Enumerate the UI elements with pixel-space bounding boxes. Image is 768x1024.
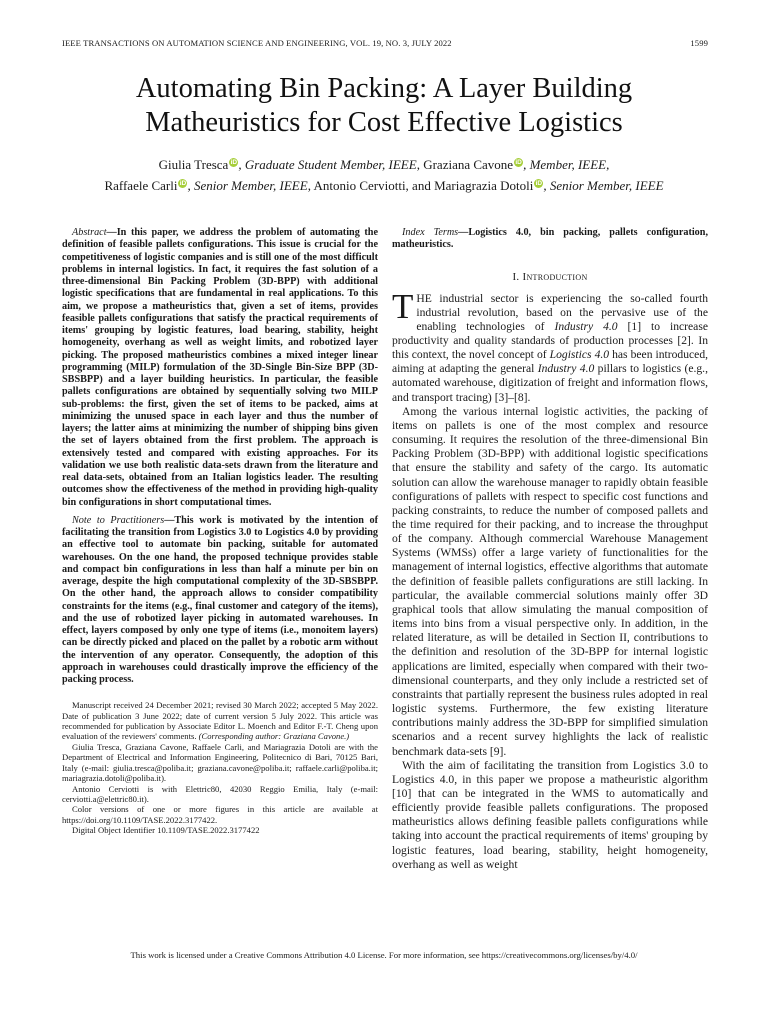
page-number: 1599 — [690, 38, 708, 48]
intro-paragraph-1: THE industrial sector is experiencing the so-called fourth industrial revolution, based on the pervasive use of the enabling technologies of Industry 4.0 [1] to increase productivity and quality standards of production processes [2]. In this context, the novel concept of Logistics 4.0 has been introduced, aiming at adapting the general Industry 4.0 pillars to logistics (e.g., automated warehouse, digitization of freight and information flows, and transport tracing) [3]–[8]. — [392, 286, 709, 404]
intro-paragraph-2: Among the various internal logistic activities, the packing of items on pallets is one of the most complex and resource consuming. It requires the resolution of the three-dimensional Bin Packing Problem (3D-BPP) with additional logistic specifications that ensure the stability and safety of the cargo. Its automatic solution can allow the warehouse manager to rapidly obtain feasible configurations of pallets with respect to specific cost functions and packing constraints, to reduce the number of composed pallets and the time required for their packing, and to increase the throughput of the company. Although commercial Warehouse Management Systems (WMSs) offer a large variety of functionalities for the management of internal logistics, effective algorithms that automate the definition of feasible pallets configurations are still lacking. In particular, the available commercial solutions mainly offer 3D graphical tools that allow simulating the manual composition of items into bins from a visual perspective only. In addition, in the related literature, as will be detailed in Section II, contributions to the definition and resolution of the 3D-BPP for internal logistic applications are limited, especially when compared with their two-dimensional counterparts, and they only include a restricted set of constraints that partially represent the business rules adopted in real logistic systems. Furthermore, the few existing literature contributions mainly address the 3D-BPP for simplified simulation scenarios and a recent survey highlights the lack of realistic benchmark data-sets [9]. — [392, 404, 708, 758]
abstract — [62, 227, 378, 509]
author-membership: , Senior Member, IEEE — [187, 178, 308, 193]
author-name: , Graziana Cavone — [416, 157, 514, 172]
index-terms-text: —Logistics 4.0, bin packing, pallets configuration, matheuristics. — [392, 227, 708, 251]
drop-cap: T — [392, 286, 414, 326]
color-version-note: Color versions of one or more figures in this article are available at https://doi.org/10.1109/TASE.2022.3177422. — [62, 804, 378, 825]
author-list — [40, 154, 728, 196]
section-title: Introduction — [522, 270, 588, 283]
license-footer: This work is licensed under a Creative Commons Attribution 4.0 License. For more information, see https://creativecommons.org/licenses/by/4.0/ — [130, 950, 638, 960]
abstract-text: —In this paper, we address the problem of automating the definition of feasible pallets configurations. This issue is crucial for the competitiveness of logistic companies and is still one of the most difficult problems in internal logistics. In fact, it requires the fast solution of a three-dimensional Bin Packing Problem (3D-BPP) with additional logistic specifications that are fundamental in real applications. To this aim, we propose a matheuristics that, given a set of items, provides feasible pallets configurations that satisfy the practical requirements of items' grouping by logistic features, load bearing, stability, height homogeneity, overhang as well as weight limits, and robotized layer picking. The proposed matheuristics combines a mixed integer linear programming (MILP) formulation of the 3D-Single Bin-Size BPP (3D-SBSBPP) and a layer building heuristics. In particular, the feasible pallets configurations are obtained by sequentially solving two MILP sub-problems: the first, given the set of items to be packed, aims at minimizing the unused space in each layer and thus the number of layers; the latter aims at minimizing the number of shipping bins given the set of layers obtained from the first problem. The approach is extensively tested and compared with existing approaches. For its validation we use both realistic data-sets drawn from the literature and real data-sets, obtained from an Italian logistics leader. The resulting outcomes show the effectiveness of the method in providing high-quality bin configurations in short computational times. — [62, 227, 378, 508]
author-membership: , Graduate Student Member, IEEE — [238, 157, 417, 172]
manuscript-note: Manuscript received 24 December 2021; revised 30 March 2022; accepted 5 May 2022. Date of publication 3 June 2022; date of current version 5 July 2022. This article was recommended for publication by Associate Editor L. Moench and Editor F.-T. Cheng upon evaluation of the reviewers' comments. (Corresponding author: Graziana Cavone.) — [62, 700, 378, 742]
section-number: I. — [512, 270, 520, 283]
author-membership: , Member, IEEE, — [523, 157, 610, 172]
author-name: Giulia Tresca — [158, 157, 229, 172]
author-line-1 — [40, 154, 728, 175]
orcid-icon[interactable]: iD — [179, 180, 187, 187]
right-column — [392, 227, 708, 872]
section-heading — [392, 271, 708, 283]
title-line-2: Matheuristics for Cost Effective Logistics — [145, 107, 623, 138]
affiliation-note: Antonio Cerviotti is with Elettric80, 42030 Reggio Emilia, Italy (e-mail: cerviotti.a@elettric80.it). — [62, 783, 378, 804]
intro-paragraph-3: With the aim of facilitating the transition from Logistics 3.0 to Logistics 4.0, in this paper we propose a matheuristic algorithm [10] that can be integrated in the WMS to automatically and efficiently provide feasible pallets configurations. The proposed matheuristics allows defining feasible pallets configurations while taking into account the practical requirements of items' grouping by logistic features, load bearing, stability, height homogeneity, overhang as well as weight — [392, 758, 708, 871]
index-terms — [392, 227, 708, 252]
doi-note: Digital Object Identifier 10.1109/TASE.2022.3177422 — [72, 825, 260, 836]
title-line-1: Automating Bin Packing: A Layer Building — [135, 73, 633, 104]
note-label: Note to Practitioners — [72, 514, 165, 526]
author-name: Raffaele Carli — [104, 178, 178, 193]
footnotes — [62, 700, 378, 835]
left-column — [62, 227, 378, 836]
paper-title — [40, 72, 728, 140]
author-line-2 — [40, 175, 728, 196]
orcid-icon[interactable]: iD — [535, 180, 543, 187]
note-text: —This work is motivated by the intention of facilitating the transition from Logistics 3.0 to Logistics 4.0 by providing an effective tool to automate bin packing, suitable for automated warehouses. On the one hand, the proposed technique provides stable and compact bin configurations in less than half a minute per bin on average, despite the high computational complexity of the 3D-SBSBPP. On the other hand, the approach allows to consider compatibility constraints for the items (e.g., final customer and category of the items), and the use of robotized layer picking in automated warehouses. In effect, layers composed by only one type of items (i.e., monoitem layers) can be directly picked and placed on the pallet by a robotic arm without the intervention of any operator. Consequently, the adoption of this approach in warehouses could drastically improve the efficiency of the packing process. — [62, 514, 378, 685]
index-terms-label: Index Terms — [402, 227, 459, 238]
note-to-practitioners — [62, 515, 378, 687]
running-header — [62, 38, 708, 48]
orcid-icon[interactable]: iD — [230, 159, 238, 166]
journal-info: IEEE TRANSACTIONS ON AUTOMATION SCIENCE AND ENGINEERING, VOL. 19, NO. 3, JULY 2022 — [62, 38, 452, 48]
orcid-icon[interactable]: iD — [515, 159, 522, 166]
affiliation-note: Giulia Tresca, Graziana Cavone, Raffaele Carli, and Mariagrazia Dotoli are with the Department of Electrical and Information Engineering, Politecnico di Bari, 70125 Bari, Italy (e-mail: giulia.tresca@poliba.it; graziana.cavone@poliba.it; raffaele.carli@poliba.it; mariagrazia.dotoli@poliba.it). — [62, 741, 378, 784]
abstract-label: Abstract — [72, 227, 107, 238]
author-membership: , Senior Member, IEEE — [543, 178, 664, 193]
author-name: , Antonio Cerviotti, and Mariagrazia Dotoli — [307, 178, 534, 193]
